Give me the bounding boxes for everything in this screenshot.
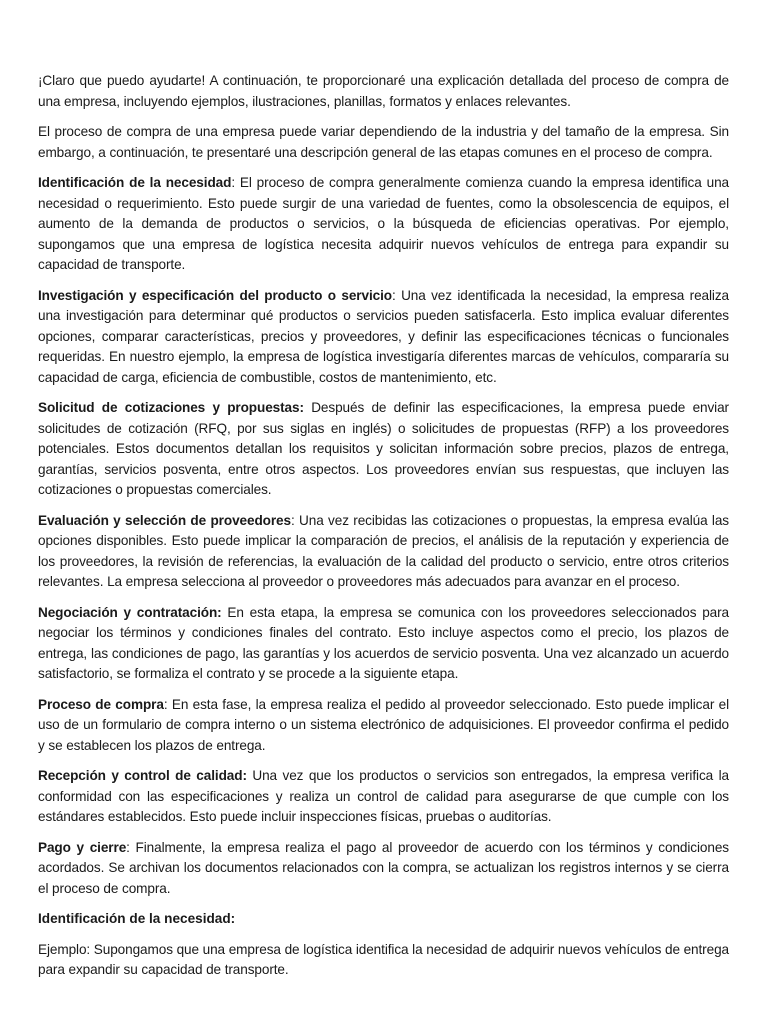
stage-text: Después de definir las especificaciones, la empresa puede enviar solicitudes de cotización (RFQ, por sus siglas en inglés) o solicitudes de propuestas (RFP) a los proveedores potenciales. Estos documentos detallan los requisitos y solicitan información sobre precios, plazos de entrega, garantías, servicios posventa, entre otros aspectos. Los proveedores envían sus respuestas, que incluyen las cotizaciones o propuestas comerciales. <box>38 400 729 497</box>
stage-paragraph <box>38 766 729 828</box>
stage-text: : Una vez identificada la necesidad, la empresa realiza una investigación para determinar qué productos o servicios pueden satisfacerla. Esto implica evaluar diferentes opciones, comparar características, precios y proveedores, y definir las especificaciones técnicas o funcionales requeridas. En nuestro ejemplo, la empresa de logística investigaría diferentes marcas de vehículos, compararía su capacidad de carga, eficiencia de combustible, costos de mantenimiento, etc. <box>38 287 729 385</box>
stage-paragraph <box>38 511 729 593</box>
stage-text: : En esta fase, la empresa realiza el pedido al proveedor seleccionado. Esto puede implicar el uso de un formulario de compra interno o un sistema electrónico de adquisiciones. El proveedor confirma el pedido y se establecen los plazos de entrega. <box>38 696 730 753</box>
stage-paragraph <box>38 398 729 501</box>
stage-title: Pago y cierre <box>38 839 127 855</box>
stage-title: Evaluación y selección de proveedores <box>38 512 291 528</box>
stage-title: Proceso de compra <box>38 696 164 712</box>
stage-paragraph <box>38 286 729 389</box>
section-heading: Identificación de la necesidad: <box>38 911 236 926</box>
stage-text: : Una vez recibidas las cotizaciones o propuestas, la empresa evalúa las opciones disponibles. Esto puede implicar la comparación de precios, el análisis de la reputación y experiencia de los proveedores, la revisión de referencias, la evaluación de la calidad del producto o servicio, entre otros criterios relevantes. La empresa selecciona al proveedor o proveedores más adecuados para avanzar en el proceso. <box>38 512 730 589</box>
intro-paragraph: ¡Claro que puedo ayudarte! A continuación, te proporcionaré una explicación detallada del proceso de compra de una empresa, incluyendo ejemplos, ilustraciones, planillas, formatos y enlaces relevantes. <box>38 73 729 109</box>
stage-paragraph <box>38 603 729 685</box>
stage-paragraph <box>38 695 729 757</box>
stage-text: : El proceso de compra generalmente comienza cuando la empresa identifica una necesidad o requerimiento. Esto puede surgir de una variedad de fuentes, como la obsolescencia de equipos, el aumento de la demanda de productos o servicios, o la búsqueda de eficiencias operativas. Por ejemplo, supongamos que una empresa de logística necesita adquirir nuevos vehículos de entrega para expandir su capacidad de transporte. <box>38 175 729 272</box>
stage-title: Solicitud de cotizaciones y propuestas: <box>38 400 304 415</box>
example-paragraph: Ejemplo: Supongamos que una empresa de logística identifica la necesidad de adquirir nuevos vehículos de entrega para expandir su capacidad de transporte. <box>38 941 729 977</box>
stage-title: Investigación y especificación del producto o servicio <box>38 287 392 303</box>
stage-paragraph <box>38 173 729 276</box>
intro-paragraph: El proceso de compra de una empresa puede variar dependiendo de la industria y del tamaño de la empresa. Sin embargo, a continuación, te presentaré una descripción general de las etapas comunes en el proceso de compra. <box>38 124 729 160</box>
stage-text: Una vez que los productos o servicios son entregados, la empresa verifica la conformidad con las especificaciones y realiza un control de calidad para asegurarse de que cumple con los estándares establecidos. Esto puede incluir inspecciones físicas, pruebas o auditorías. <box>38 768 729 824</box>
stage-paragraph <box>38 838 729 900</box>
stage-title: Identificación de la necesidad <box>38 175 232 190</box>
stage-title: Negociación y contratación: <box>38 604 222 620</box>
stage-text: En esta etapa, la empresa se comunica con los proveedores seleccionados para negociar los términos y condiciones finales del contrato. Esto incluye aspectos como el precio, los plazos de entrega, las condiciones de pago, las garantías y los acuerdos de servicio posventa. Una vez alcanzado un acuerdo satisfactorio, se formaliza el contrato y se procede a la siguiente etapa. <box>38 604 730 681</box>
stage-text: : Finalmente, la empresa realiza el pago al proveedor de acuerdo con los términos y condiciones acordados. Se archivan los documentos relacionados con la compra, se actualizan los registros internos y se cierra el proceso de compra. <box>38 839 729 896</box>
stage-title: Recepción y control de calidad: <box>38 768 247 783</box>
